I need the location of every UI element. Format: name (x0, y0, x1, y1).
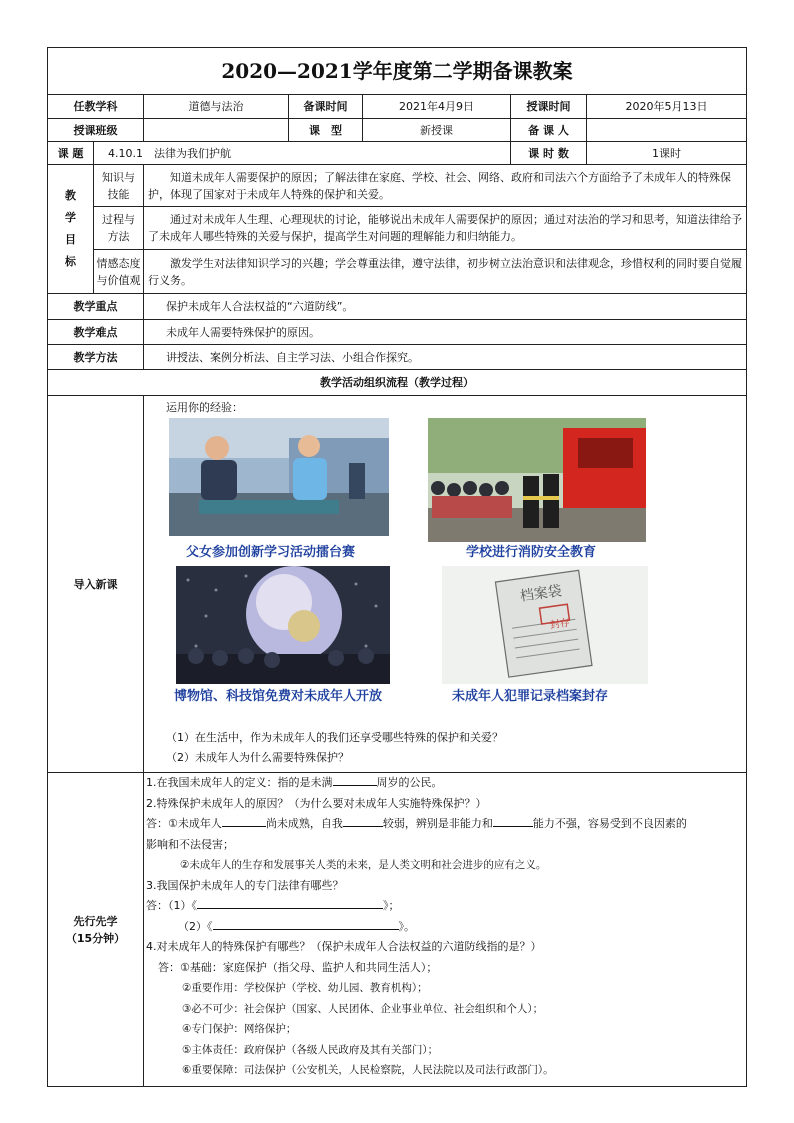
hours-value: 1课时 (587, 142, 747, 165)
prep-time-value: 2021年4月9日 (363, 95, 511, 119)
topic-label: 课 题 (48, 142, 94, 165)
difficulty-label: 教学难点 (48, 320, 144, 345)
preview-line-5: 3.我国保护未成年人的专门法律有哪些？ (146, 878, 344, 892)
preview-line-11: ③必不可少：社会保护（国家、人民团体、企业事业单位、社会组织和个人）； (182, 1002, 544, 1015)
preview-label: 先行先学 （15分钟） (48, 773, 144, 1087)
intro-content (144, 396, 747, 773)
key-point-text: 保护未成年人合法权益的“六道防线”。 (144, 294, 747, 320)
photo-father-daughter (169, 418, 389, 536)
key-point-label: 教学重点 (48, 294, 144, 320)
class-label: 授课班级 (48, 119, 144, 142)
preview-line-14: ⑥重要保障：司法保护（公安机关，人民检察院，人民法院以及司法行政部门）。 (182, 1064, 554, 1076)
seal-stamp: 封存 (549, 617, 571, 632)
preview-line-9: 答：①基础：家庭保护（指父母、监护人和共同生活人）； (158, 960, 438, 974)
caption-4: 未成年人犯罪记录档案封存 (452, 689, 609, 704)
type-value: 新授课 (363, 119, 511, 142)
teach-time-value: 2020年5月13日 (587, 95, 747, 119)
caption-1: 父女参加创新学习活动擂台赛 (186, 545, 356, 560)
topic-value: 4.10.1 法律为我们护航 (94, 142, 511, 165)
photo-fire-safety (428, 418, 646, 542)
objective-name-knowledge: 知识与 技能 (94, 165, 144, 207)
type-label: 课 型 (289, 119, 363, 142)
class-value (144, 119, 289, 142)
caption-3: 博物馆、科技馆免费对未成年人开放 (174, 689, 383, 704)
preview-line-13: ⑤主体责任：政府保护（各级人民政府及其有关部门）； (182, 1043, 439, 1056)
lesson-plan-page (47, 47, 746, 1087)
preview-line-12: ④专门保护：网络保护； (182, 1023, 297, 1035)
preparer-label: 备 课 人 (511, 119, 587, 142)
subject-label: 任教学科 (48, 95, 144, 119)
intro-question-1: （1）在生活中，作为未成年人的我们还享受哪些特殊的保护和关爱？ (166, 731, 503, 744)
hours-label: 课 时 数 (511, 142, 587, 165)
photo-archive-envelope (442, 566, 648, 684)
preparer-value (587, 119, 747, 142)
method-text: 讲授法、案例分析法、自主学习法、小组合作探究。 (144, 345, 747, 370)
intro-question-2: （2）未成年人为什么需要特殊保护？ (166, 751, 349, 764)
intro-lead: 运用你的经验： (166, 401, 243, 414)
preview-line-2: 2.特殊保护未成年人的原因？（为什么要对未成年人实施特殊保护？） (146, 796, 487, 810)
preview-line-4: ②未成年人的生存和发展事关人类的未来，是人类文明和社会进步的应有之义。 (180, 859, 547, 871)
lesson-plan-table (47, 47, 747, 1087)
prep-time-label: 备课时间 (289, 95, 363, 119)
preview-line-8: 4.对未成年人的特殊保护有哪些？（保护未成年人合法权益的六道防线指的是？） (146, 940, 542, 953)
objectives-label: 教 学 目 标 (48, 165, 94, 294)
preview-content (144, 773, 747, 1087)
objective-text-emotion: 激发学生对法律知识学习的兴趣；学会尊重法律，遵守法律，初步树立法治意识和法律观念，珍惜权利的同时要自觉履行义务。 (144, 250, 747, 294)
method-label: 教学方法 (48, 345, 144, 370)
envelope-label: 档案袋 (519, 583, 563, 605)
preview-line-3: 答：①未成年人 尚未成熟，自我 较弱，辨别是非能力和 能力不强，容易受到不良因素的 (146, 814, 746, 835)
objective-text-process: 通过对未成年人生理、心理现状的讨论，能够说出未成年人需要保护的原因；通过对法治的学习和思考，知道法律给予了未成年人哪些特殊的关爱与保护，提高学生对问题的理解能力和归纳能力。 (144, 207, 747, 250)
preview-line-6: 答：（1）《 》； (146, 896, 746, 917)
preview-line-10: ②重要作用：学校保护（学校、幼儿园、教育机构）； (182, 982, 428, 994)
intro-label: 导入新课 (48, 396, 144, 773)
preview-line-1: 1.在我国未成年人的定义：指的是未满 周岁的公民。 (146, 773, 746, 794)
photo-museum (176, 566, 390, 684)
difficulty-text: 未成年人需要特殊保护的原因。 (144, 320, 747, 345)
preview-line-3b: 影响和不法侵害； (146, 837, 234, 851)
subject-value: 道德与法治 (144, 95, 289, 119)
image-grid (166, 416, 746, 728)
objective-name-emotion: 情感态度 与价值观 (94, 250, 144, 294)
teach-time-label: 授课时间 (511, 95, 587, 119)
objective-text-knowledge: 知道未成年人需要保护的原因；了解法律在家庭、学校、社会、网络、政府和司法六个方面给予了未成年人的特殊保护，体现了国家对于未成年人特殊的保护和关爱。 (144, 165, 747, 207)
objective-name-process: 过程与 方法 (94, 207, 144, 250)
caption-2: 学校进行消防安全教育 (466, 545, 597, 560)
flow-title: 教学活动组织流程（教学过程） (48, 370, 747, 396)
preview-line-7: （2）《 》。 (146, 917, 746, 938)
page-title: 2020—2021学年度第二学期备课教案 (48, 48, 747, 95)
